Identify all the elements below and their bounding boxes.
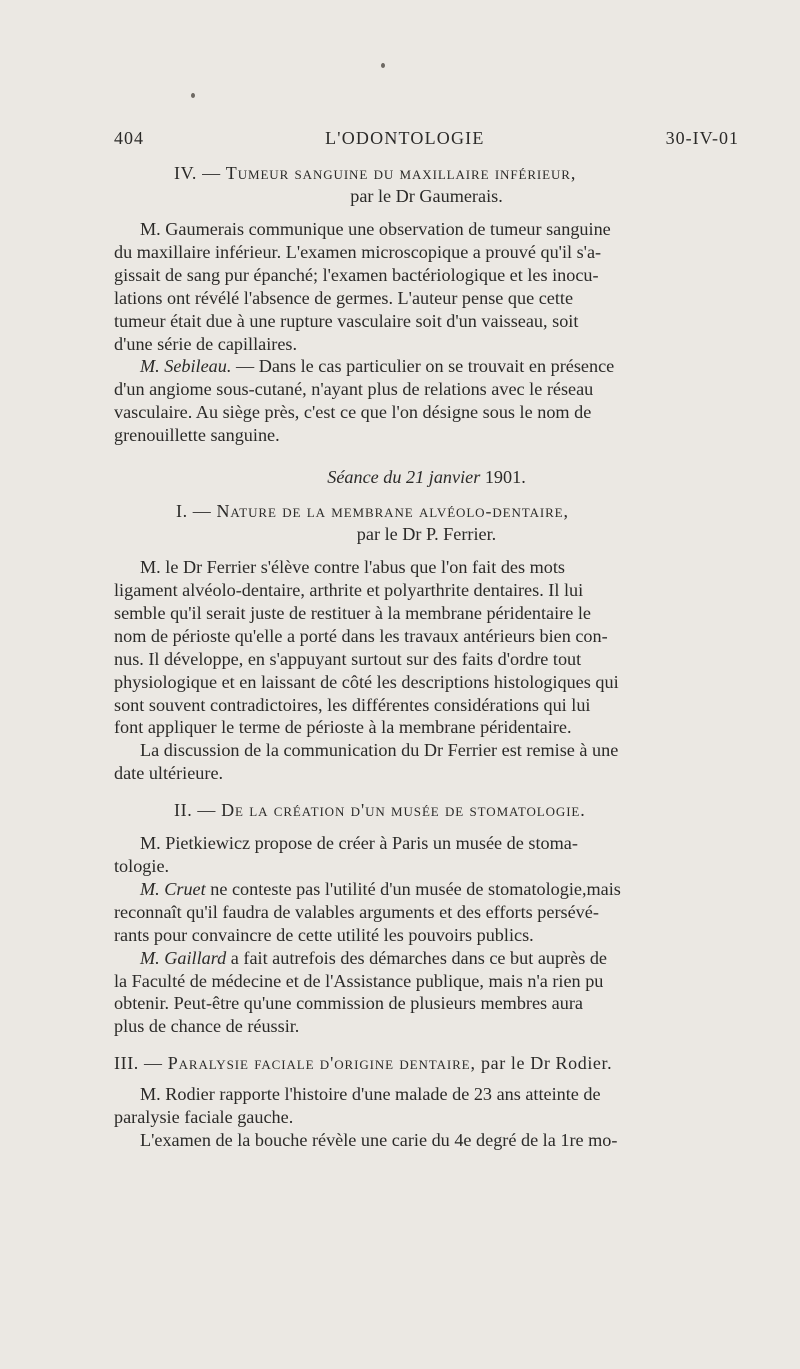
text-line: M. Gaumerais communique une observation de tumeur sanguine [140, 219, 611, 239]
text-line [114, 947, 739, 970]
section-i-paragraph-1 [114, 556, 739, 739]
section-numeral: II. — [174, 800, 216, 821]
text-line: obtenir. Peut-être qu'une commission de plusieurs membres aura [114, 993, 583, 1014]
section-title: Nature de la membrane alvéolo-dentaire, [216, 501, 569, 522]
issue-date: 30-IV-01 [665, 128, 739, 148]
section-ii-paragraph-2 [114, 878, 739, 947]
section-title: Paralysie faciale d'origine dentaire, [167, 1053, 476, 1074]
spacer [114, 1038, 739, 1052]
text-line: gissait de sang pur épanché; l'examen bactériologique et les inocu- [114, 264, 599, 285]
text-line: lations ont révélé l'absence de germes. L'auteur pense que cette [114, 287, 574, 308]
seance-year: 1901. [484, 467, 526, 488]
section-iv-paragraph-1 [114, 218, 739, 355]
text-line: du maxillaire inférieur. L'examen microscopique a prouvé qu'il s'a- [114, 241, 602, 262]
text-line: date ultérieure. [114, 763, 224, 784]
journal-title: L'ODONTOLOGIE [325, 128, 485, 148]
text-line: d'une série de capillaires. [114, 333, 298, 354]
text-line: grenouillette sanguine. [114, 425, 280, 446]
text-line [114, 878, 739, 901]
text-line: tumeur était due à une rupture vasculaire soit d'un vaisseau, soit [114, 310, 579, 331]
section-i-paragraph-2 [114, 739, 739, 785]
text-line: nom de périoste qu'elle a porté dans les travaux antérieurs bien con- [114, 625, 608, 646]
spacer [114, 785, 739, 799]
ink-speck [381, 63, 385, 68]
speaker-name: M. Gaillard [140, 947, 227, 968]
text-line: M. Rodier rapporte l'histoire d'une malade de 23 ans atteinte de [140, 1084, 601, 1105]
text-line: semble qu'il serait juste de restituer à la membrane péridentaire le [114, 602, 591, 623]
text-line: La discussion de la communication du Dr Ferrier est remise à une [140, 740, 619, 761]
text-line: physiologique et en laissant de côté les descriptions histologiques qui [114, 671, 619, 692]
text-line: ligament alvéolo-dentaire, arthrite et polyarthrite dentaires. Il lui [114, 579, 584, 600]
section-iv-paragraph-2 [114, 355, 739, 447]
speaker-name: M. Sebileau. [140, 356, 232, 377]
section-iv-heading [174, 162, 739, 185]
section-title: De la création d'un musée de stomatologie. [221, 800, 586, 821]
text-line: L'examen de la bouche révèle une carie du 4e degré de la 1re mo- [140, 1130, 618, 1151]
section-ii-heading [174, 799, 739, 822]
text-run: — Dans le cas particulier on se trouvait en présence [231, 356, 615, 377]
page [114, 128, 739, 1152]
text-line: rants pour convaincre de cette utilité les pouvoirs publics. [114, 924, 534, 945]
section-iii-paragraph-2 [114, 1129, 739, 1152]
running-head [114, 128, 739, 162]
text-line: sont souvent contradictoires, les différentes considérations qui lui [114, 694, 591, 715]
section-title: Tumeur sanguine du maxillaire inférieur, [225, 163, 577, 183]
section-numeral: III. — [114, 1053, 163, 1074]
ink-speck [191, 93, 195, 98]
text-line: nus. Il développe, en s'appuyant surtout sur des faits d'ordre tout [114, 648, 582, 669]
text-line: font appliquer le terme de périoste à la membrane péridentaire. [114, 717, 572, 738]
text-line: la Faculté de médecine et de l'Assistance publique, mais n'a rien pu [114, 970, 604, 991]
text-line: M. le Dr Ferrier s'élève contre l'abus que l'on fait des mots [140, 557, 565, 578]
text-line: d'un angiome sous-cutané, n'ayant plus de relations avec le réseau [114, 379, 594, 400]
text-line: M. Pietkiewicz propose de créer à Paris un musée de stoma- [140, 833, 578, 854]
page-number: 404 [114, 128, 144, 148]
text-line: tologie. [114, 856, 170, 877]
section-numeral: IV. — [174, 163, 221, 183]
section-numeral: I. — [176, 501, 212, 522]
text-line: reconnaît qu'il faudra de valables arguments et des efforts persévé- [114, 901, 599, 922]
section-i-byline: par le Dr P. Ferrier. [356, 524, 497, 545]
section-byline: par le Dr Rodier. [481, 1053, 613, 1074]
section-ii-paragraph-1 [114, 832, 739, 878]
text-line [114, 355, 739, 378]
seance-heading [114, 467, 739, 488]
text-line: vasculaire. Au siège près, c'est ce que l'on désigne sous le nom de [114, 402, 592, 423]
section-iv-byline: par le Dr Gaumerais. [350, 186, 503, 206]
section-i-heading [176, 500, 739, 523]
section-iii-paragraph-1 [114, 1083, 739, 1129]
text-run: ne conteste pas l'utilité d'un musée de stomatologie,mais [205, 878, 621, 899]
section-ii-paragraph-3 [114, 947, 739, 1039]
seance-label: Séance du 21 janvier [327, 467, 481, 488]
text-run: a fait autrefois des démarches dans ce but auprès de [226, 947, 607, 968]
speaker-name: M. Cruet [140, 878, 206, 899]
section-iii-heading [114, 1052, 739, 1075]
text-line: paralysie faciale gauche. [114, 1107, 294, 1128]
text-line: plus de chance de réussir. [114, 1016, 300, 1037]
